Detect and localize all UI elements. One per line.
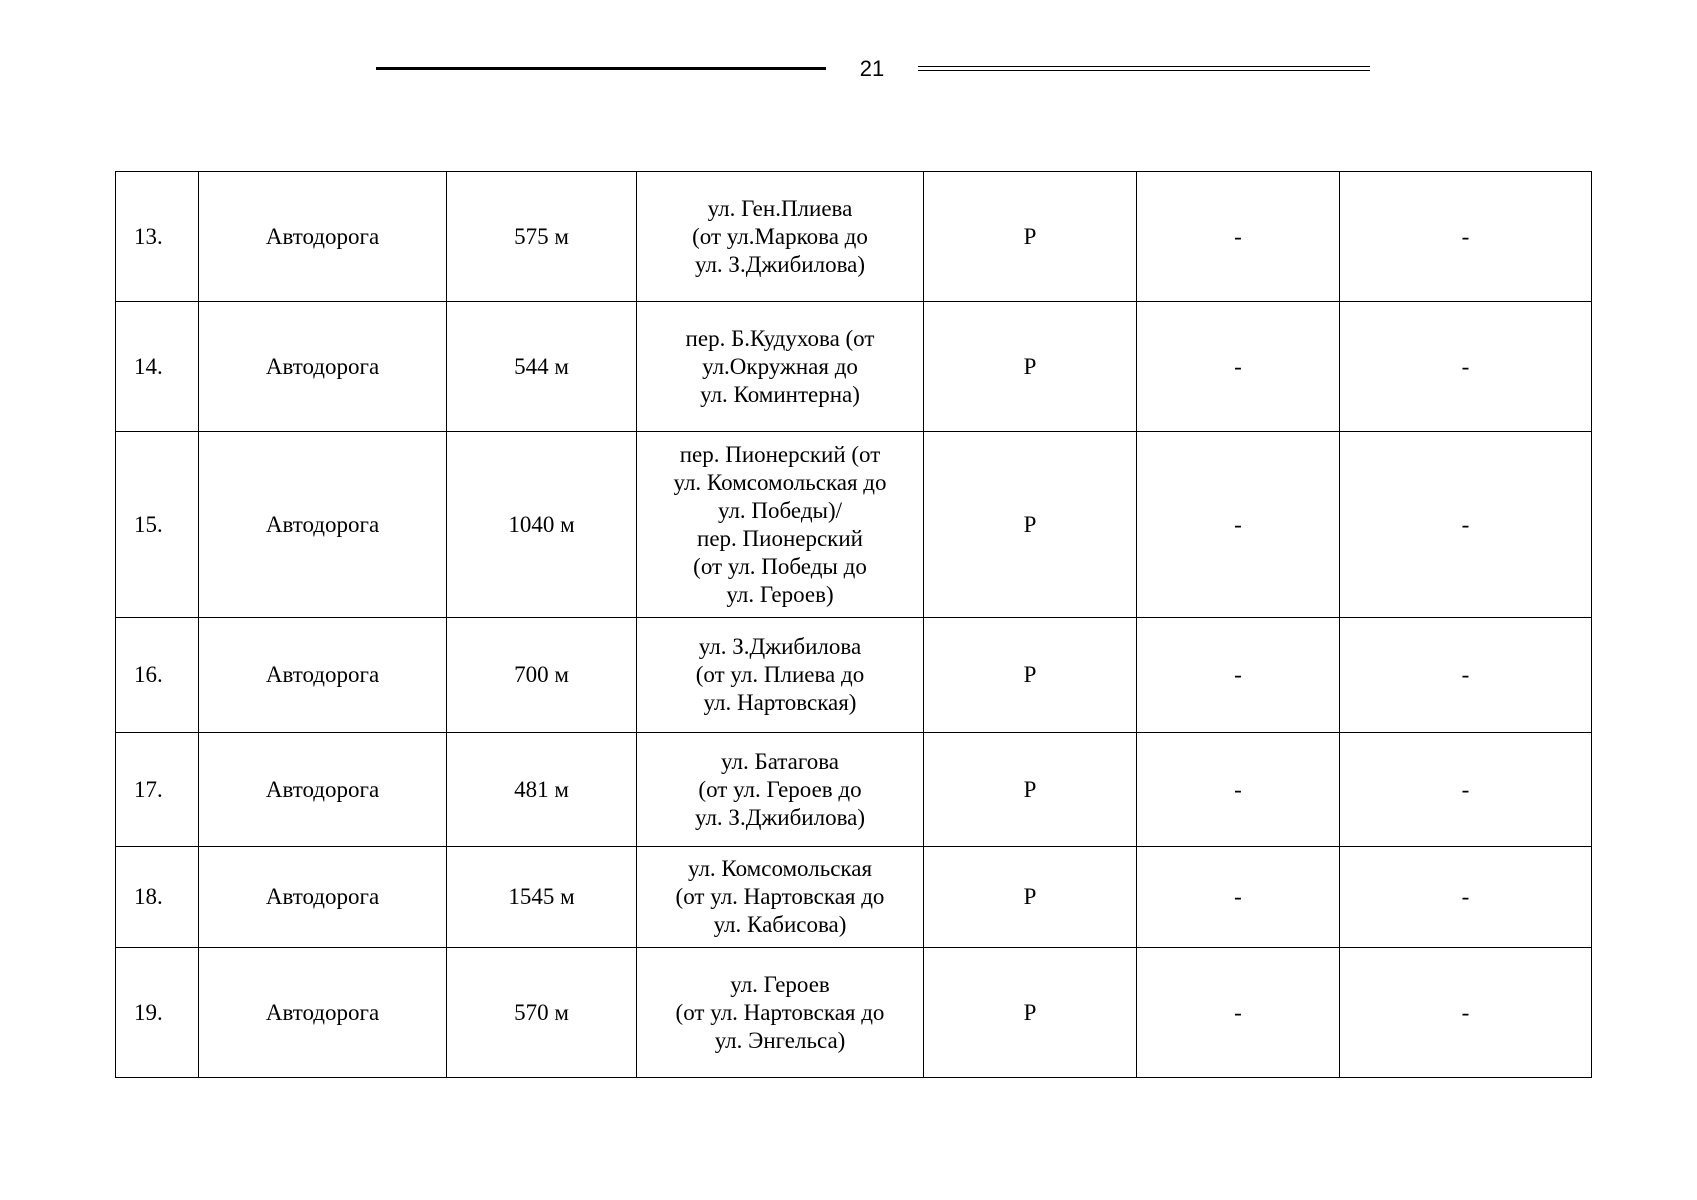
road-location bbox=[637, 618, 924, 733]
location-line: (от ул. Героев до bbox=[698, 776, 862, 802]
location-line: (от ул. Плиева до bbox=[695, 662, 865, 687]
column-6-value: - bbox=[1137, 302, 1340, 432]
road-length: 1545 м bbox=[447, 847, 637, 948]
location-line: пер. Пионерский (от bbox=[679, 441, 881, 467]
road-length: 575 м bbox=[447, 172, 637, 302]
object-type: Автодорога bbox=[199, 302, 447, 432]
object-type: Автодорога bbox=[199, 618, 447, 733]
road-category: Р bbox=[924, 948, 1137, 1078]
road-category: Р bbox=[924, 618, 1137, 733]
object-type: Автодорога bbox=[199, 948, 447, 1078]
header-rule-left bbox=[376, 67, 826, 70]
column-7-value: - bbox=[1340, 302, 1592, 432]
location-line: пер. Пионерский bbox=[697, 525, 863, 551]
road-location bbox=[637, 847, 924, 948]
object-type: Автодорога bbox=[199, 733, 447, 847]
table-row bbox=[116, 618, 1592, 733]
table-row bbox=[116, 432, 1592, 618]
road-category: Р bbox=[924, 733, 1137, 847]
road-length: 700 м bbox=[447, 618, 637, 733]
roads-table bbox=[115, 171, 1592, 1078]
road-location bbox=[637, 733, 924, 847]
road-length: 1040 м bbox=[447, 432, 637, 618]
page-number: 21 bbox=[859, 56, 885, 81]
row-number: 19. bbox=[116, 948, 199, 1078]
column-6-value: - bbox=[1137, 733, 1340, 847]
column-7-value: - bbox=[1340, 948, 1592, 1078]
column-6-value: - bbox=[1137, 618, 1340, 733]
row-number: 18. bbox=[116, 847, 199, 948]
location-line: ул. Нартовская) bbox=[703, 690, 857, 715]
road-location bbox=[637, 302, 924, 432]
road-category: Р bbox=[924, 172, 1137, 302]
column-7-value: - bbox=[1340, 733, 1592, 847]
column-6-value: - bbox=[1137, 172, 1340, 302]
road-location bbox=[637, 432, 924, 618]
location-line: ул. З.Джибилова) bbox=[694, 804, 866, 830]
location-line: ул. З.Джибилова) bbox=[694, 251, 866, 277]
location-line: ул. Героев) bbox=[726, 581, 834, 607]
object-type: Автодорога bbox=[199, 432, 447, 618]
header-rule-right bbox=[918, 66, 1370, 71]
table-row bbox=[116, 733, 1592, 847]
location-line: ул.Окружная до bbox=[702, 353, 858, 379]
road-length: 570 м bbox=[447, 948, 637, 1078]
location-line: ул. Комсомольская до bbox=[673, 469, 887, 495]
road-location bbox=[637, 948, 924, 1078]
column-6-value: - bbox=[1137, 847, 1340, 948]
road-category: Р bbox=[924, 432, 1137, 618]
location-line: ул. Победы)/ bbox=[717, 497, 843, 523]
location-line: ул. Коминтерна) bbox=[700, 381, 860, 407]
location-line: ул. Кабисова) bbox=[713, 912, 847, 937]
column-6-value: - bbox=[1137, 948, 1340, 1078]
column-7-value: - bbox=[1340, 172, 1592, 302]
location-line: ул. Героев bbox=[730, 971, 830, 997]
location-line: ул. Комсомольская bbox=[687, 856, 873, 881]
location-line: (от ул. Нартовская до bbox=[675, 999, 885, 1025]
location-line: ул. Энгельса) bbox=[714, 1027, 846, 1053]
location-line: (от ул. Нартовская до bbox=[675, 884, 885, 909]
page-header bbox=[0, 54, 1697, 84]
table-row bbox=[116, 172, 1592, 302]
row-number: 15. bbox=[116, 432, 199, 618]
location-line: (от ул.Маркова до bbox=[692, 223, 868, 249]
column-7-value: - bbox=[1340, 618, 1592, 733]
column-7-value: - bbox=[1340, 847, 1592, 948]
table-row bbox=[116, 948, 1592, 1078]
location-line: пер. Б.Кудухова (от bbox=[685, 325, 875, 351]
table-row bbox=[116, 847, 1592, 948]
row-number: 13. bbox=[116, 172, 199, 302]
road-location bbox=[637, 172, 924, 302]
column-7-value: - bbox=[1340, 432, 1592, 618]
road-length: 544 м bbox=[447, 302, 637, 432]
row-number: 16. bbox=[116, 618, 199, 733]
row-number: 14. bbox=[116, 302, 199, 432]
row-number: 17. bbox=[116, 733, 199, 847]
table-row bbox=[116, 302, 1592, 432]
location-line: ул. Ген.Плиева bbox=[707, 195, 853, 221]
column-6-value: - bbox=[1137, 432, 1340, 618]
object-type: Автодорога bbox=[199, 172, 447, 302]
object-type: Автодорога bbox=[199, 847, 447, 948]
road-length: 481 м bbox=[447, 733, 637, 847]
location-line: (от ул. Победы до bbox=[693, 553, 867, 579]
road-category: Р bbox=[924, 847, 1137, 948]
location-line: ул. З.Джибилова bbox=[698, 634, 862, 659]
road-category: Р bbox=[924, 302, 1137, 432]
location-line: ул. Батагова bbox=[721, 748, 839, 774]
